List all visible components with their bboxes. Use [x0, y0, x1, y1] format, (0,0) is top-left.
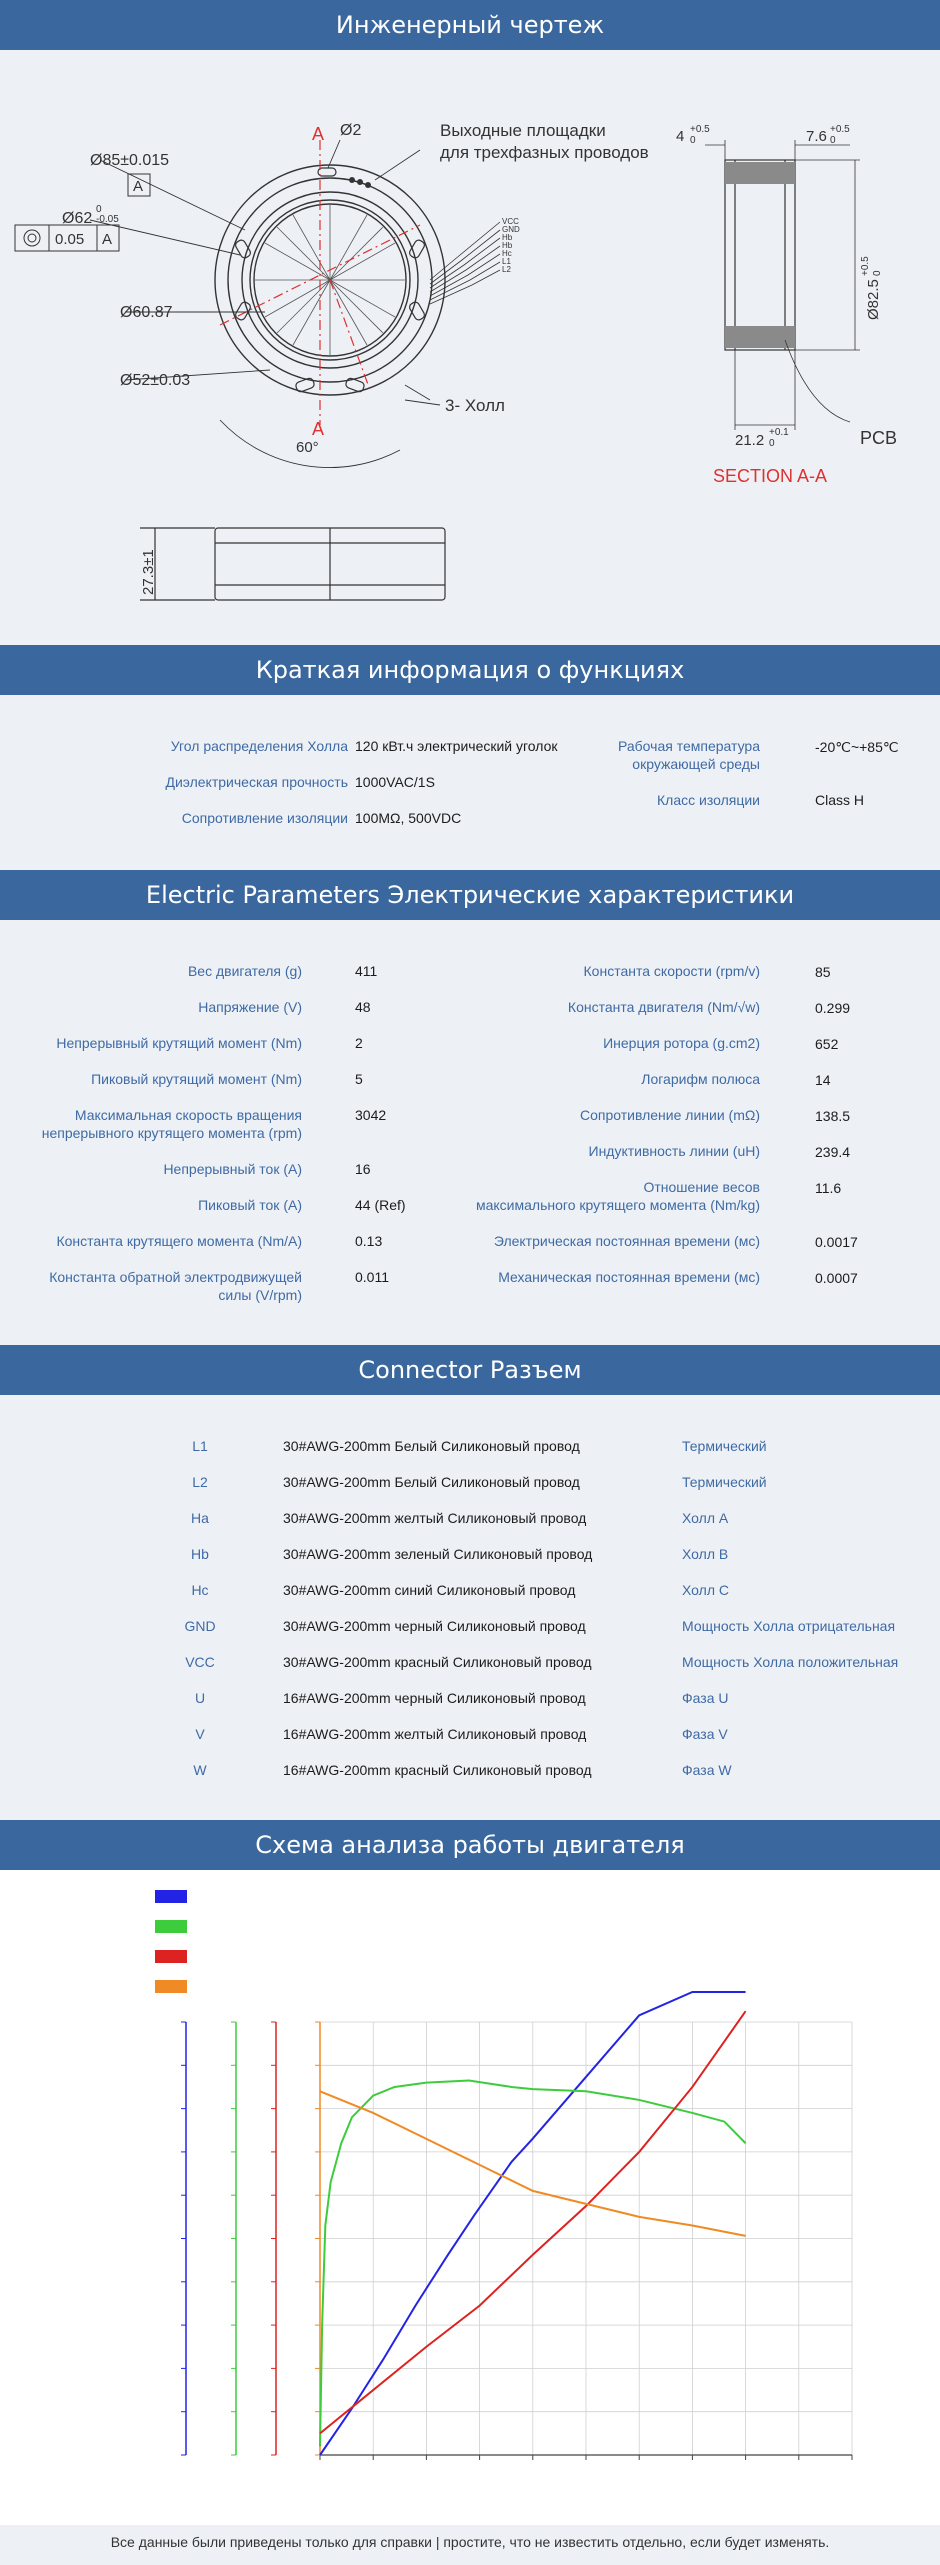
connector-func: Термический — [682, 1438, 767, 1454]
param-value: 44 (Ref) — [355, 1197, 406, 1213]
connector-func: Мощность Холла отрицательная — [682, 1618, 896, 1634]
param-value: 0.0017 — [815, 1234, 858, 1250]
param-value: 0.13 — [355, 1233, 383, 1249]
param-label: Напряжение (V) — [198, 999, 302, 1015]
svg-text:-0.05: -0.05 — [96, 214, 119, 225]
pcb-label: PCB — [860, 428, 898, 448]
param-value: 0.011 — [355, 1269, 389, 1285]
param-label: непрерывного крутящего момента (rpm) — [41, 1125, 302, 1141]
brief-value: 120 кВт.ч электрический уголок — [355, 738, 558, 754]
connector-func: Холл B — [682, 1546, 729, 1562]
brief-label: Класс изоляции — [657, 792, 760, 808]
brief-label: Угол распределения Холла — [170, 738, 348, 754]
section-label: SECTION A-A — [713, 466, 828, 486]
svg-text:7.6: 7.6 — [806, 128, 827, 145]
performance-chart — [0, 1870, 940, 2525]
connector-desc: 30#AWG-200mm синий Силиконовый провод — [283, 1582, 576, 1598]
connector-desc: 30#AWG-200mm зеленый Силиконовый провод — [283, 1546, 593, 1562]
connector-func: Фаза V — [682, 1726, 728, 1742]
svg-text:+0.1: +0.1 — [769, 427, 789, 438]
param-value: 411 — [355, 963, 378, 979]
datum-a: A — [133, 178, 144, 195]
param-label: Инерция ротора (g.cm2) — [603, 1035, 760, 1051]
param-label: Вес двигателя (g) — [187, 963, 302, 979]
connector-pin: L1 — [192, 1438, 208, 1454]
connector-pin: L2 — [192, 1474, 208, 1490]
param-value: 239.4 — [815, 1144, 851, 1160]
pin-label: Hb — [502, 233, 513, 242]
param-label: Пиковый ток (A) — [198, 1197, 302, 1213]
brief-label: Рабочая температура — [618, 738, 760, 754]
engineering-drawing — [0, 50, 940, 645]
svg-text:+0.5: +0.5 — [860, 256, 871, 276]
dim-d6087: Ø60.87 — [120, 304, 173, 321]
param-value: 0.0007 — [815, 1270, 858, 1286]
param-label: Непрерывный ток (A) — [163, 1161, 302, 1177]
brief-value: Class H — [815, 792, 865, 808]
svg-text:4: 4 — [676, 128, 685, 145]
connector-pin: Ha — [191, 1510, 209, 1526]
pin-label: Hc — [502, 249, 512, 258]
svg-text:+0.5: +0.5 — [690, 124, 710, 135]
connector-desc: 30#AWG-200mm желтый Силиконовый провод — [283, 1510, 587, 1526]
dim-d52: Ø52±0.03 — [120, 372, 191, 389]
connector-func: Фаза W — [682, 1762, 732, 1778]
param-value: 48 — [355, 999, 371, 1015]
svg-text:0: 0 — [96, 204, 102, 215]
dim-d85: Ø85±0.015 — [90, 152, 170, 169]
connector-table — [0, 1395, 940, 1820]
brief-value: 100MΩ, 500VDC — [355, 810, 462, 826]
svg-text:0: 0 — [830, 135, 836, 146]
param-label: Отношение весов — [643, 1179, 760, 1195]
section-header-brief: Краткая информация о функциях — [0, 645, 940, 695]
pin-label: GND — [502, 225, 520, 234]
svg-text:0: 0 — [769, 438, 775, 449]
connector-func: Мощность Холла положительная — [682, 1654, 899, 1670]
dim-d62: Ø62 — [62, 210, 93, 227]
svg-text:21.2: 21.2 — [735, 432, 765, 449]
connector-desc: 30#AWG-200mm Белый Силиконовый провод — [283, 1474, 580, 1490]
param-value: 652 — [815, 1036, 839, 1052]
svg-text:Ø82.5: Ø82.5 — [865, 279, 882, 320]
pin-label: Hb — [502, 241, 513, 250]
svg-text:0: 0 — [872, 270, 883, 276]
param-label: Константа обратной электродвижущей — [49, 1269, 302, 1285]
pin-label: VCC — [502, 217, 519, 226]
section-header-analysis: Схема анализа работы двигателя — [0, 1820, 940, 1870]
param-value: 0.299 — [815, 1000, 851, 1016]
param-label: Индуктивность линии (uH) — [588, 1143, 760, 1159]
connector-desc: 16#AWG-200mm черный Силиконовый провод — [283, 1690, 586, 1706]
param-label: Логарифм полюса — [641, 1071, 760, 1087]
brief-label: Сопротивление изоляции — [181, 810, 348, 826]
brief-value: 1000VAC/1S — [355, 774, 435, 790]
svg-text:0.05: 0.05 — [55, 231, 85, 248]
param-value: 85 — [815, 964, 831, 980]
brief-info — [0, 695, 940, 870]
svg-text:0: 0 — [690, 135, 696, 146]
param-label: максимального крутящего момента (Nm/kg) — [475, 1197, 760, 1213]
param-label: Механическая постоянная времени (мс) — [498, 1269, 760, 1285]
param-value: 138.5 — [815, 1108, 851, 1124]
param-label: Константа двигателя (Nm/√w) — [567, 999, 760, 1015]
electric-params — [0, 920, 940, 1345]
param-label: Сопротивление линии (mΩ) — [580, 1107, 760, 1123]
pin-label: L2 — [502, 265, 511, 274]
pads-note: Выходные площадки — [440, 121, 606, 140]
section-header-electric: Electric Parameters Электрические характеристики — [0, 870, 940, 920]
connector-pin: VCC — [185, 1654, 215, 1670]
footer-note: Все данные были приведены только для справки | простите, что не известить отдельно, если будет изменять. — [110, 2534, 830, 2550]
connector-desc: 16#AWG-200mm желтый Силиконовый провод — [283, 1726, 587, 1742]
section-header-drawing: Инженерный чертеж — [0, 0, 940, 50]
section-letter-bottom: A — [312, 419, 325, 439]
svg-text:+0.5: +0.5 — [830, 124, 850, 135]
brief-value: -20℃~+85℃ — [815, 739, 899, 755]
pads-note: для трехфазных проводов — [440, 143, 649, 162]
param-label: Максимальная скорость вращения — [74, 1107, 302, 1123]
connector-pin: W — [193, 1762, 207, 1778]
legend-swatch — [155, 1920, 187, 1933]
section-header-connector: Connector Разъем — [0, 1345, 940, 1395]
connector-desc: 30#AWG-200mm черный Силиконовый провод — [283, 1618, 586, 1634]
hall-note: 3- Холл — [445, 396, 505, 415]
param-value: 2 — [355, 1035, 363, 1051]
param-label: Электрическая постоянная времени (мс) — [493, 1233, 760, 1249]
connector-desc: 16#AWG-200mm красный Силиконовый провод — [283, 1762, 592, 1778]
connector-func: Термический — [682, 1474, 767, 1490]
connector-func: Фаза U — [682, 1690, 729, 1706]
pin-label: L1 — [502, 257, 511, 266]
brief-label: окружающей среды — [632, 756, 760, 772]
param-value: 16 — [355, 1161, 371, 1177]
connector-pin: V — [195, 1726, 205, 1742]
param-value: 11.6 — [815, 1180, 842, 1196]
param-label: Непрерывный крутящий момент (Nm) — [56, 1035, 302, 1051]
param-label: силы (V/rpm) — [218, 1287, 302, 1303]
param-label: Пиковый крутящий момент (Nm) — [91, 1071, 302, 1087]
connector-pin: U — [194, 1690, 206, 1706]
connector-func: Холл A — [682, 1510, 729, 1526]
angle-60: 60° — [296, 439, 319, 456]
section-letter-top: A — [312, 124, 325, 144]
param-value: 14 — [815, 1072, 831, 1088]
dim-d2: Ø2 — [340, 122, 362, 139]
connector-pin: Hc — [191, 1582, 209, 1598]
legend-swatch — [155, 1980, 187, 1993]
connector-desc: 30#AWG-200mm Белый Силиконовый провод — [283, 1438, 580, 1454]
param-value: 3042 — [355, 1107, 387, 1123]
connector-func: Холл C — [682, 1582, 729, 1598]
brief-label: Диэлектрическая прочность — [165, 774, 348, 790]
param-value: 5 — [355, 1071, 363, 1087]
param-label: Константа скорости (rpm/v) — [583, 963, 760, 979]
legend-swatch — [155, 1950, 187, 1963]
legend-swatch — [155, 1890, 187, 1903]
connector-pin: GND — [184, 1618, 216, 1634]
svg-text:27.3±1: 27.3±1 — [140, 549, 157, 595]
connector-desc: 30#AWG-200mm красный Силиконовый провод — [283, 1654, 592, 1670]
svg-text:A: A — [102, 231, 113, 248]
param-label: Константа крутящего момента (Nm/A) — [56, 1233, 302, 1249]
connector-pin: Hb — [191, 1546, 209, 1562]
